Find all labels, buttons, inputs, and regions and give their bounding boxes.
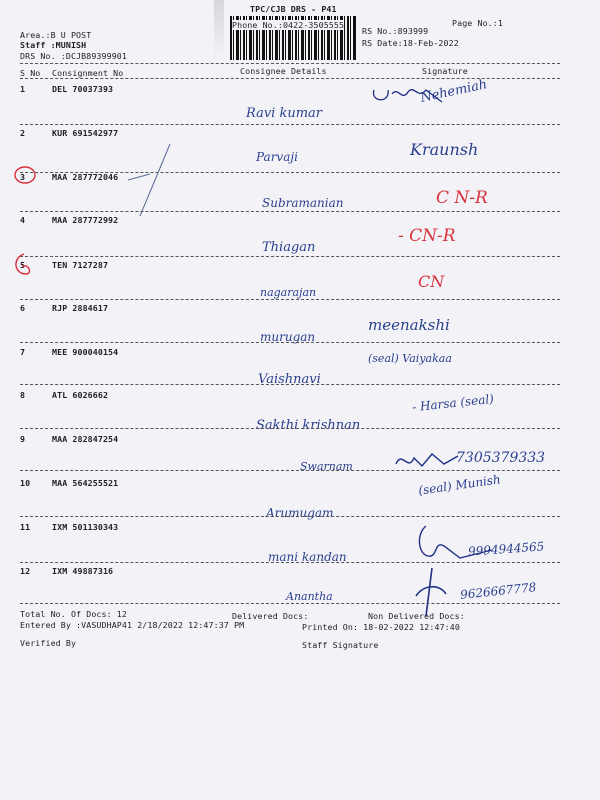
row-consignment: KUR 691542977 bbox=[52, 128, 119, 138]
signature-text: 9994944565 bbox=[467, 539, 545, 559]
row-consignment: MAA 282847254 bbox=[52, 434, 119, 444]
row-divider bbox=[20, 256, 560, 257]
row-consignment: DEL 70037393 bbox=[52, 84, 114, 94]
staff-label: Staff :MUNISH bbox=[20, 40, 87, 50]
row-sno: 5 bbox=[20, 260, 26, 270]
row-sno: 12 bbox=[20, 566, 31, 576]
row-divider bbox=[20, 211, 560, 212]
row-divider bbox=[20, 384, 560, 385]
form-title: TPC/CJB DRS - P41 bbox=[250, 4, 337, 14]
consignee-name: Parvaji bbox=[256, 150, 298, 164]
signature-text: Nehemiah bbox=[419, 77, 489, 106]
total-docs: Total No. Of Docs: 12 bbox=[20, 609, 127, 619]
area-label: Area.:B U POST bbox=[20, 30, 92, 40]
red-circle-mark bbox=[12, 164, 38, 186]
pencil-strike bbox=[120, 140, 180, 220]
verified-by: Verified By bbox=[20, 638, 77, 648]
row-sno: 1 bbox=[20, 84, 26, 94]
consignee-name: Thiagan bbox=[262, 240, 316, 255]
row-sno: 2 bbox=[20, 128, 26, 138]
signature-text: (seal) Vaiyakaa bbox=[368, 352, 452, 365]
row-sno: 11 bbox=[20, 522, 31, 532]
row-sno: 9 bbox=[20, 434, 26, 444]
col-consignment: Consignment No bbox=[52, 68, 124, 78]
row-divider bbox=[20, 470, 560, 471]
signature-text: Kraunsh bbox=[410, 140, 479, 159]
row-consignment: MEE 900040154 bbox=[52, 347, 119, 357]
printed-on: Printed On: 18-02-2022 12:47:40 bbox=[302, 622, 460, 632]
row-consignment: MAA 564255521 bbox=[52, 478, 119, 488]
row-divider bbox=[20, 124, 560, 125]
delivered-docs: Delivered Docs: bbox=[232, 611, 309, 621]
row-consignment: IXM 501130343 bbox=[52, 522, 119, 532]
signature-text: CN bbox=[418, 272, 445, 291]
row-sno: 6 bbox=[20, 303, 26, 313]
consignee-name: murugan bbox=[260, 330, 316, 344]
entered-by: Entered By :VASUDHAP41 2/18/2022 12:47:37 PM bbox=[20, 620, 245, 630]
col-details: Consignee Details bbox=[240, 66, 327, 76]
row-divider bbox=[20, 562, 560, 563]
consignee-name: Vaishnavi bbox=[258, 372, 321, 387]
row-sno: 3 bbox=[20, 172, 26, 182]
row-sno: 10 bbox=[20, 478, 31, 488]
col-sno: S No bbox=[20, 68, 41, 78]
signature-text: C N-R bbox=[436, 188, 488, 208]
signature-scribble bbox=[368, 72, 478, 112]
row-consignment: MAA 287772992 bbox=[52, 215, 119, 225]
staff-signature: Staff Signature bbox=[302, 640, 379, 650]
consignee-name: nagarajan bbox=[260, 286, 317, 299]
signature-text: 7305379333 bbox=[456, 450, 546, 466]
row-sno: 7 bbox=[20, 347, 26, 357]
row-consignment: RJP 2884617 bbox=[52, 303, 109, 313]
consignee-name: Ravi kumar bbox=[246, 106, 323, 121]
red-circle-mark bbox=[10, 250, 46, 278]
row-consignment: TEN 7127287 bbox=[52, 260, 109, 270]
row-consignment: ATL 6026662 bbox=[52, 390, 109, 400]
consignee-name: Subramanian bbox=[262, 196, 344, 210]
rs-date: RS Date:18-Feb-2022 bbox=[362, 38, 459, 48]
drs-number: DRS No. :DCJB89399901 bbox=[20, 51, 127, 61]
consignee-name: mani kandan bbox=[268, 550, 347, 564]
non-delivered-docs: Non Delivered Docs: bbox=[368, 611, 465, 621]
rs-number: RS No.:893999 bbox=[362, 26, 429, 36]
consignee-name: Arumugam bbox=[266, 506, 334, 520]
phone-number: Phone No.:0422-3505555 bbox=[232, 20, 345, 30]
consignee-name: Swarnam bbox=[300, 460, 353, 473]
consignee-name: Sakthi krishnan bbox=[256, 418, 361, 433]
row-divider bbox=[20, 299, 560, 300]
signature-text: meenakshi bbox=[368, 316, 450, 334]
page-number: Page No.:1 bbox=[452, 18, 503, 28]
consignee-name: Anantha bbox=[286, 590, 333, 603]
col-signature: Signature bbox=[422, 66, 468, 76]
row-divider bbox=[20, 603, 560, 604]
row-divider bbox=[20, 516, 560, 517]
fold-shadow bbox=[214, 0, 224, 60]
signature-text: 9626667778 bbox=[459, 580, 537, 602]
row-sno: 8 bbox=[20, 390, 26, 400]
row-sno: 4 bbox=[20, 215, 26, 225]
signature-text: (seal) Munish bbox=[417, 472, 502, 498]
signature-text: - Harsa (seal) bbox=[411, 391, 495, 415]
header-divider bbox=[20, 63, 560, 64]
row-consignment: MAA 287772046 bbox=[52, 172, 119, 182]
row-consignment: IXM 49887316 bbox=[52, 566, 114, 576]
signature-text: - CN-R bbox=[398, 226, 456, 246]
row-divider bbox=[20, 428, 560, 429]
row-divider bbox=[20, 342, 560, 343]
